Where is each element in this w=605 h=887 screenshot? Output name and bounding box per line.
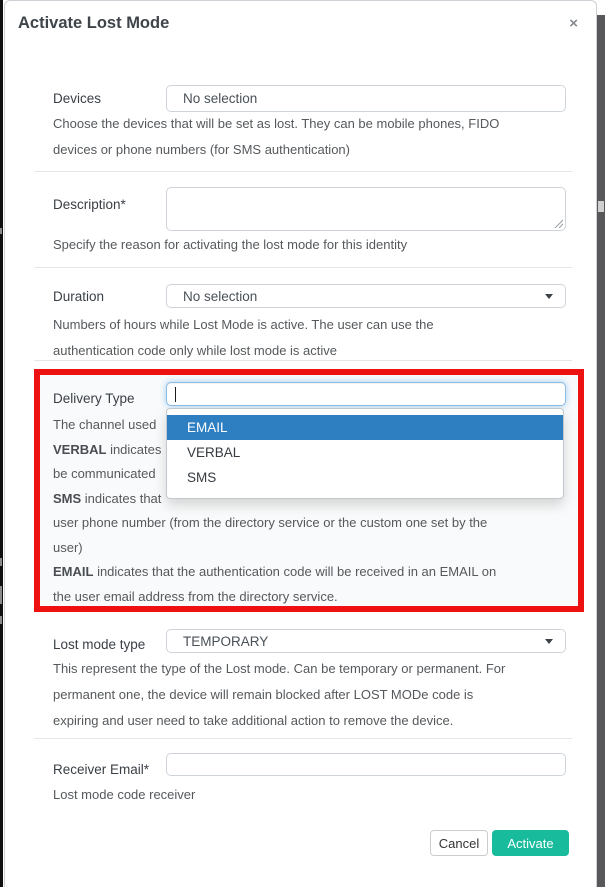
- devices-label: Devices: [53, 91, 102, 106]
- dialog-title: Activate Lost Mode: [18, 14, 170, 32]
- chevron-down-icon: [545, 294, 553, 299]
- duration-help: Numbers of hours while Lost Mode is active. The user can use the authentication code only while lost mode is active: [53, 317, 434, 358]
- page-edge-artifact: [0, 228, 2, 234]
- duration-value: No selection: [183, 288, 258, 304]
- section-divider: [34, 267, 572, 268]
- duration-select[interactable]: [166, 284, 566, 308]
- section-divider: [34, 738, 572, 739]
- chevron-down-icon: [545, 639, 553, 644]
- page-edge-artifact: [598, 201, 604, 212]
- description-textarea[interactable]: [166, 187, 566, 231]
- section-divider: [34, 360, 572, 361]
- description-label: Description*: [53, 197, 126, 212]
- receiver-email-input[interactable]: [166, 753, 566, 776]
- dropdown-option-verbal[interactable]: VERBAL: [187, 445, 241, 460]
- close-icon[interactable]: ×: [569, 15, 578, 32]
- activate-button[interactable]: Activate: [492, 830, 569, 856]
- cancel-button[interactable]: Cancel: [430, 830, 488, 856]
- activate-lost-mode-dialog: [4, 0, 597, 887]
- devices-value: No selection: [183, 91, 258, 106]
- resize-handle-icon[interactable]: [553, 218, 563, 228]
- dropdown-option-sms[interactable]: SMS: [187, 470, 217, 485]
- description-help: Specify the reason for activating the lost mode for this identity: [53, 237, 408, 252]
- duration-label: Duration: [53, 289, 105, 304]
- delivery-type-help: The channel used VERBAL indicates be communicated SMS indicates that user phone number (from the directory service or the custom one set by the user) EMAIL indicates that the authentication code will be received in an EMAIL on the user email address from the directory service.: [53, 417, 497, 604]
- devices-help: Choose the devices that will be set as lost. They can be mobile phones, FIDO devices or phone numbers (for SMS authentication): [53, 116, 500, 157]
- lost-mode-type-value: TEMPORARY: [183, 633, 269, 649]
- lost-mode-type-select[interactable]: [166, 629, 566, 653]
- delivery-type-dropdown: [166, 408, 564, 499]
- page-edge-artifact: [0, 616, 2, 624]
- page-edge-artifact: [0, 586, 2, 604]
- section-divider: [34, 171, 572, 172]
- dropdown-option-email[interactable]: EMAIL: [167, 415, 563, 440]
- devices-input[interactable]: [166, 85, 566, 112]
- receiver-email-label: Receiver Email*: [53, 762, 150, 777]
- lost-mode-type-label: Lost mode type: [53, 637, 146, 652]
- page-edge-left: [0, 0, 3, 887]
- text-cursor: [175, 387, 176, 402]
- delivery-type-label: Delivery Type: [53, 391, 135, 406]
- page-edge-artifact: [0, 558, 2, 566]
- delivery-type-input[interactable]: [166, 382, 566, 406]
- lost-mode-type-help: This represent the type of the Lost mode. Can be temporary or permanent. For permanent one, the device will remain blocked after LOST MODe code is expiring and user need to take additional action to remove the device.: [53, 661, 506, 728]
- receiver-email-help: Lost mode code receiver: [53, 787, 196, 802]
- page-edge-right: [597, 15, 605, 887]
